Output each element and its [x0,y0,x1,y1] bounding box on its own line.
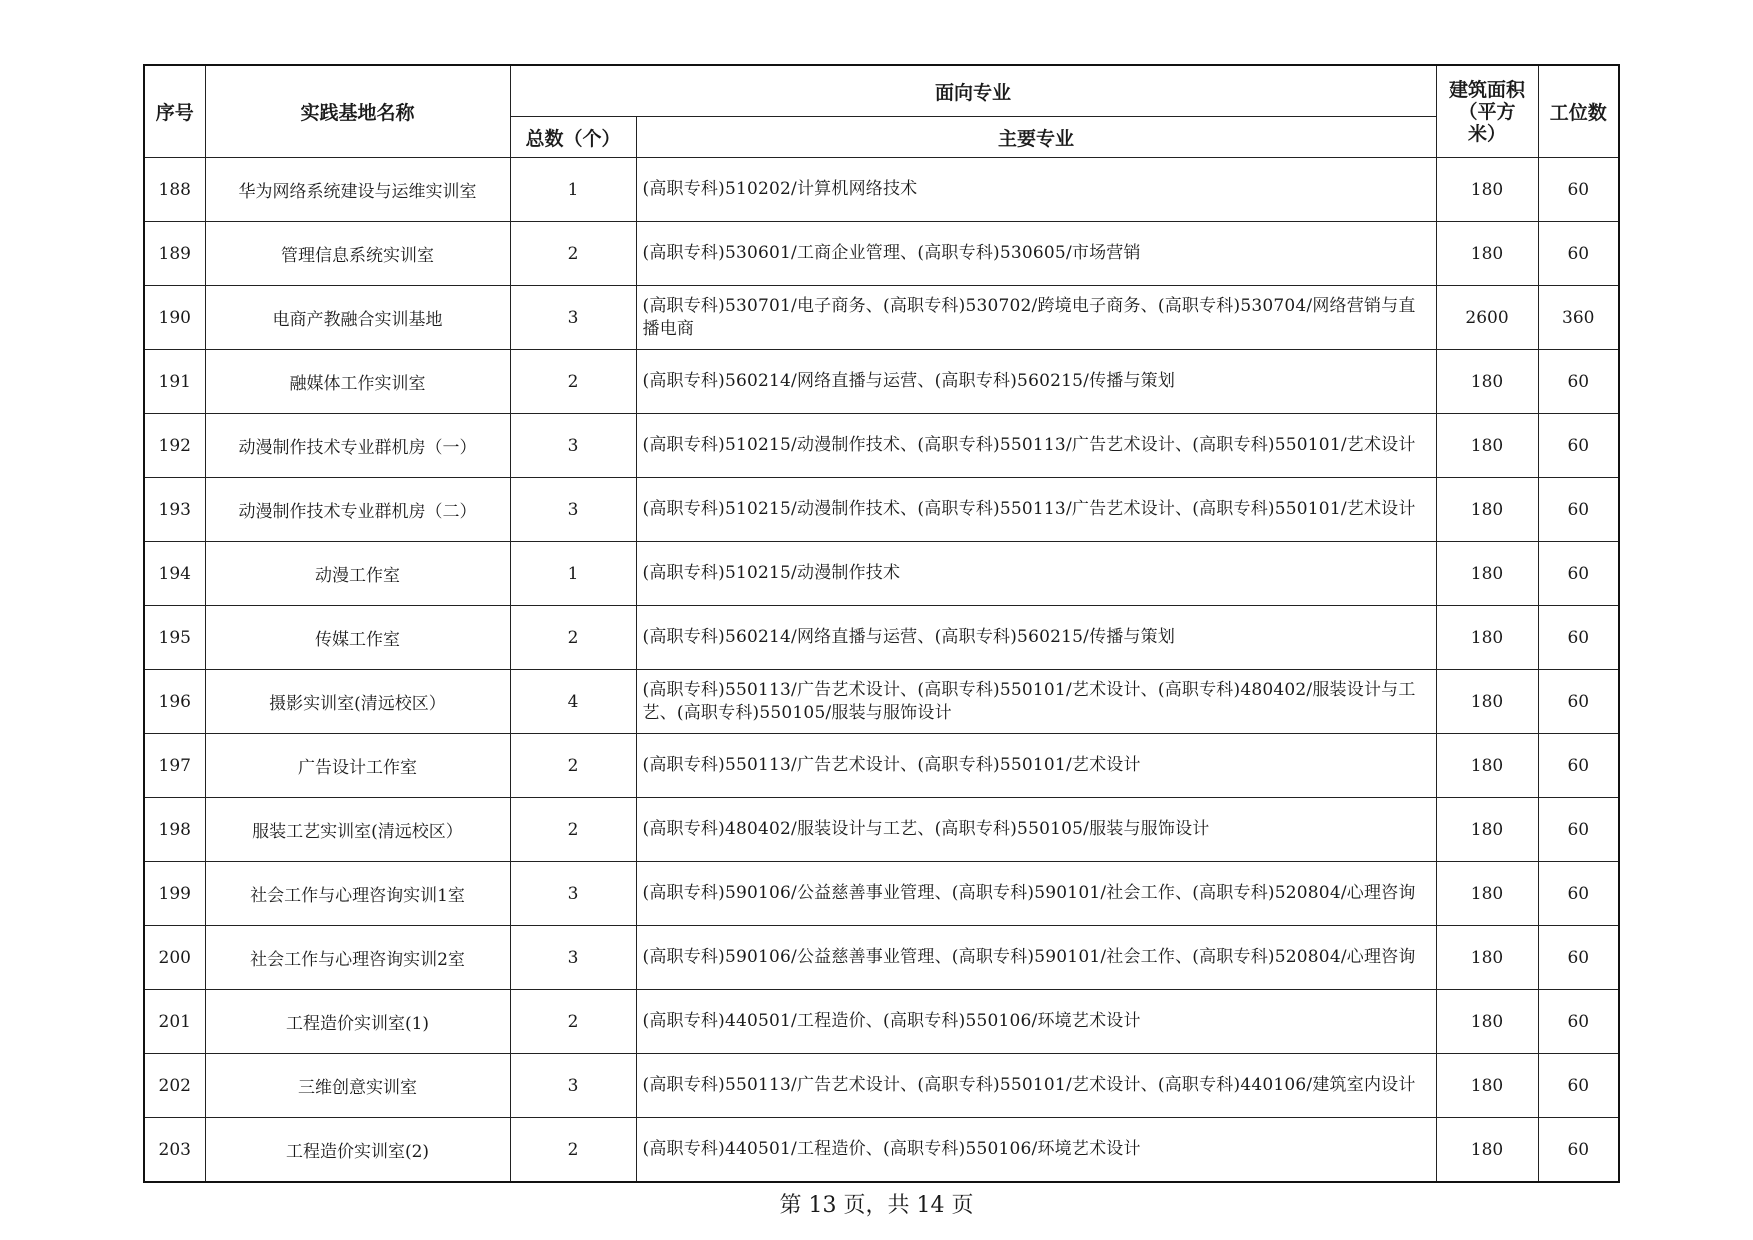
header-area-line3: 米） [1468,122,1507,145]
row-number-cell: 189 [144,222,205,286]
major-count-cell: 2 [510,990,636,1054]
building-area-cell: 180 [1436,350,1538,414]
base-name-cell: 电商产教融合实训基地 [205,286,510,350]
major-count-cell: 1 [510,542,636,606]
base-name-cell: 管理信息系统实训室 [205,222,510,286]
base-name-cell: 动漫工作室 [205,542,510,606]
table-row [144,158,1619,222]
base-name-cell: 工程造价实训室(2) [205,1118,510,1183]
seat-count-cell: 60 [1538,734,1619,798]
seat-count-cell: 60 [1538,350,1619,414]
major-count-cell: 3 [510,478,636,542]
major-count-cell: 2 [510,350,636,414]
base-name-cell: 华为网络系统建设与运维实训室 [205,158,510,222]
header-name: 实践基地名称 [205,65,510,158]
header-row-1 [144,65,1619,117]
table-row [144,862,1619,926]
main-majors-cell: (高职专科)510215/动漫制作技术 [636,542,1436,606]
table-row [144,542,1619,606]
major-count-cell: 3 [510,926,636,990]
major-count-cell: 1 [510,158,636,222]
base-name-cell: 社会工作与心理咨询实训1室 [205,862,510,926]
seat-count-cell: 60 [1538,158,1619,222]
seat-count-cell: 60 [1538,222,1619,286]
practice-base-table [143,64,1620,1183]
base-name-cell: 传媒工作室 [205,606,510,670]
table-row [144,734,1619,798]
row-number-cell: 203 [144,1118,205,1183]
table-row [144,286,1619,350]
main-majors-cell: (高职专科)510215/动漫制作技术、(高职专科)550113/广告艺术设计、(高职专科)550101/艺术设计 [636,478,1436,542]
major-count-cell: 4 [510,670,636,734]
row-number-cell: 190 [144,286,205,350]
row-number-cell: 196 [144,670,205,734]
row-number-cell: 201 [144,990,205,1054]
major-count-cell: 3 [510,414,636,478]
table-row [144,478,1619,542]
building-area-cell: 180 [1436,1054,1538,1118]
table-row [144,1118,1619,1183]
seat-count-cell: 60 [1538,990,1619,1054]
major-count-cell: 2 [510,222,636,286]
building-area-cell: 2600 [1436,286,1538,350]
header-no: 序号 [144,65,205,158]
building-area-cell: 180 [1436,926,1538,990]
base-name-cell: 摄影实训室(清远校区） [205,670,510,734]
row-number-cell: 200 [144,926,205,990]
table-row [144,606,1619,670]
building-area-cell: 180 [1436,990,1538,1054]
seat-count-cell: 60 [1538,1118,1619,1183]
major-count-cell: 3 [510,286,636,350]
table-row [144,1054,1619,1118]
row-number-cell: 199 [144,862,205,926]
table-row [144,990,1619,1054]
main-majors-cell: (高职专科)560214/网络直播与运营、(高职专科)560215/传播与策划 [636,606,1436,670]
seat-count-cell: 60 [1538,670,1619,734]
base-name-cell: 动漫制作技术专业群机房（二） [205,478,510,542]
table-row [144,350,1619,414]
major-count-cell: 2 [510,798,636,862]
main-majors-cell: (高职专科)590106/公益慈善事业管理、(高职专科)590101/社会工作、(高职专科)520804/心理咨询 [636,926,1436,990]
base-name-cell: 融媒体工作实训室 [205,350,510,414]
main-majors-cell: (高职专科)510202/计算机网络技术 [636,158,1436,222]
main-majors-cell: (高职专科)550113/广告艺术设计、(高职专科)550101/艺术设计、(高职专科)480402/服装设计与工艺、(高职专科)550105/服装与服饰设计 [636,670,1436,734]
building-area-cell: 180 [1436,734,1538,798]
header-count: 总数（个） [510,117,636,158]
main-majors-cell: (高职专科)510215/动漫制作技术、(高职专科)550113/广告艺术设计、(高职专科)550101/艺术设计 [636,414,1436,478]
major-count-cell: 3 [510,1054,636,1118]
seat-count-cell: 60 [1538,798,1619,862]
page-footer: 第 13 页，共 14 页 [779,1193,974,1218]
main-majors-cell: (高职专科)550113/广告艺术设计、(高职专科)550101/艺术设计、(高职专科)440106/建筑室内设计 [636,1054,1436,1118]
table-row [144,926,1619,990]
base-name-cell: 三维创意实训室 [205,1054,510,1118]
seat-count-cell: 60 [1538,478,1619,542]
main-majors-cell: (高职专科)560214/网络直播与运营、(高职专科)560215/传播与策划 [636,350,1436,414]
header-majors-group: 面向专业 [510,65,1436,117]
row-number-cell: 188 [144,158,205,222]
building-area-cell: 180 [1436,670,1538,734]
table-body [144,158,1619,1183]
seat-count-cell: 60 [1538,542,1619,606]
header-main-majors: 主要专业 [636,117,1436,158]
seat-count-cell: 360 [1538,286,1619,350]
header-seats: 工位数 [1538,65,1619,158]
table-row [144,670,1619,734]
seat-count-cell: 60 [1538,414,1619,478]
main-majors-cell: (高职专科)530701/电子商务、(高职专科)530702/跨境电子商务、(高职专科)530704/网络营销与直播电商 [636,286,1436,350]
row-number-cell: 191 [144,350,205,414]
table-row [144,222,1619,286]
building-area-cell: 180 [1436,478,1538,542]
base-name-cell: 服装工艺实训室(清远校区） [205,798,510,862]
major-count-cell: 2 [510,1118,636,1183]
main-majors-cell: (高职专科)440501/工程造价、(高职专科)550106/环境艺术设计 [636,990,1436,1054]
table-row [144,798,1619,862]
building-area-cell: 180 [1436,798,1538,862]
row-number-cell: 195 [144,606,205,670]
header-area [1436,65,1538,158]
row-number-cell: 202 [144,1054,205,1118]
base-name-cell: 工程造价实训室(1) [205,990,510,1054]
main-majors-cell: (高职专科)480402/服装设计与工艺、(高职专科)550105/服装与服饰设计 [636,798,1436,862]
main-majors-cell: (高职专科)590106/公益慈善事业管理、(高职专科)590101/社会工作、(高职专科)520804/心理咨询 [636,862,1436,926]
major-count-cell: 2 [510,606,636,670]
building-area-cell: 180 [1436,542,1538,606]
main-majors-cell: (高职专科)530601/工商企业管理、(高职专科)530605/市场营销 [636,222,1436,286]
building-area-cell: 180 [1436,1118,1538,1183]
table-row [144,414,1619,478]
row-number-cell: 197 [144,734,205,798]
seat-count-cell: 60 [1538,862,1619,926]
seat-count-cell: 60 [1538,606,1619,670]
building-area-cell: 180 [1436,606,1538,670]
major-count-cell: 2 [510,734,636,798]
building-area-cell: 180 [1436,158,1538,222]
row-number-cell: 194 [144,542,205,606]
building-area-cell: 180 [1436,862,1538,926]
main-majors-cell: (高职专科)440501/工程造价、(高职专科)550106/环境艺术设计 [636,1118,1436,1183]
building-area-cell: 180 [1436,414,1538,478]
base-name-cell: 广告设计工作室 [205,734,510,798]
header-area-line2: （平方 [1458,100,1516,123]
base-name-cell: 动漫制作技术专业群机房（一） [205,414,510,478]
row-number-cell: 198 [144,798,205,862]
header-area-line1: 建筑面积 [1449,78,1526,101]
main-majors-cell: (高职专科)550113/广告艺术设计、(高职专科)550101/艺术设计 [636,734,1436,798]
row-number-cell: 193 [144,478,205,542]
row-number-cell: 192 [144,414,205,478]
seat-count-cell: 60 [1538,1054,1619,1118]
building-area-cell: 180 [1436,222,1538,286]
major-count-cell: 3 [510,862,636,926]
seat-count-cell: 60 [1538,926,1619,990]
base-name-cell: 社会工作与心理咨询实训2室 [205,926,510,990]
